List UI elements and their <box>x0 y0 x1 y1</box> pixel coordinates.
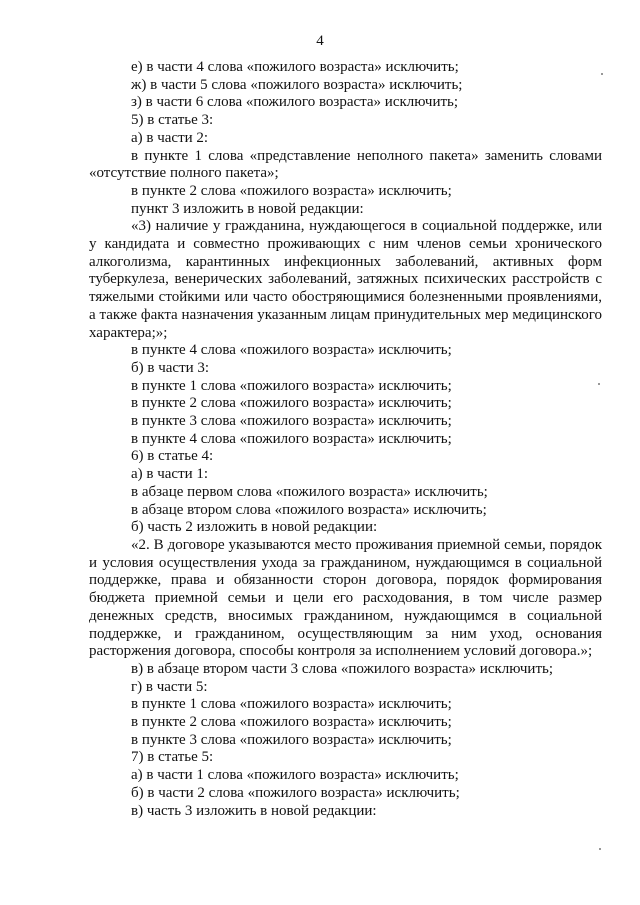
scan-speck <box>598 383 600 385</box>
list-item: а) в части 2: <box>131 129 209 146</box>
list-item: в пункте 1 слова «пожилого возраста» исключить; <box>131 377 452 394</box>
document-body <box>89 59 602 820</box>
list-item: в абзаце втором слова «пожилого возраста» исключить; <box>131 501 487 518</box>
list-item: а) в части 1 слова «пожилого возраста» исключить; <box>131 767 459 784</box>
paragraph: в пункте 1 слова «представление неполного пакета» заменить словами «отсутствие полного пакета»; <box>89 147 602 182</box>
list-item: б) в части 2 слова «пожилого возраста» исключить; <box>131 784 460 801</box>
list-item: б) часть 2 изложить в новой редакции: <box>131 519 378 536</box>
list-item: а) в части 1: <box>131 466 209 483</box>
list-item: в пункте 4 слова «пожилого возраста» исключить; <box>131 430 452 447</box>
list-item: в пункте 3 слова «пожилого возраста» исключить; <box>131 413 452 430</box>
list-item: в) часть 3 изложить в новой редакции: <box>131 802 377 819</box>
list-item: б) в части 3: <box>131 359 210 376</box>
quoted-paragraph: «3) наличие у гражданина, нуждающегося в социальной поддержке, или у кандидата и совместно проживающих с ним членов семьи хронического алкоголизма, карантинных инфекционных заболеваний, активных форм туберкулеза, венерических заболеваний, затяжных психических расстройств с тяжелыми стойкими или часто обостряющимися болезненными проявлениями, а также факта назначения указанным лицам принудительных мер медицинского характера;»; <box>89 218 602 341</box>
list-item: в пункте 2 слова «пожилого возраста» исключить; <box>131 395 452 412</box>
list-item: в пункте 2 слова «пожилого возраста» исключить; <box>131 714 452 731</box>
list-item: в) в абзаце втором части 3 слова «пожилого возраста» исключить; <box>131 660 554 677</box>
scan-speck <box>601 73 603 75</box>
list-item: 6) в статье 4: <box>131 448 214 465</box>
page-number: 4 <box>316 33 324 49</box>
list-item: в пункте 1 слова «пожилого возраста» исключить; <box>131 696 452 713</box>
list-item: 7) в статье 5: <box>131 749 214 766</box>
list-item: е) в части 4 слова «пожилого возраста» исключить; <box>131 59 459 75</box>
list-item: в пункте 4 слова «пожилого возраста» исключить; <box>131 342 452 359</box>
list-item: з) в части 6 слова «пожилого возраста» исключить; <box>131 94 459 111</box>
list-item: пункт 3 изложить в новой редакции: <box>131 200 364 217</box>
list-item: в абзаце первом слова «пожилого возраста» исключить; <box>131 483 488 500</box>
scan-speck <box>599 848 601 850</box>
list-item: в пункте 2 слова «пожилого возраста» исключить; <box>131 182 452 199</box>
quoted-paragraph: «2. В договоре указываются место проживания приемной семьи, порядок и условия осуществления ухода за гражданином, нуждающимся в социальной поддержке, права и обязанности сторон договора, порядок формирования бюджета приемной семьи и цели его расходования, в том числе размер денежных средств, вносимых гражданином, нуждающимся в социальной поддержке, и гражданином, осуществляющим за ним уход, основания расторжения договора, способы контроля за исполнением условий договора.»; <box>89 536 602 660</box>
list-item: в пункте 3 слова «пожилого возраста» исключить; <box>131 731 452 748</box>
list-item: ж) в части 5 слова «пожилого возраста» исключить; <box>131 76 463 93</box>
list-item: 5) в статье 3: <box>131 112 214 129</box>
list-item: г) в части 5: <box>131 678 208 695</box>
